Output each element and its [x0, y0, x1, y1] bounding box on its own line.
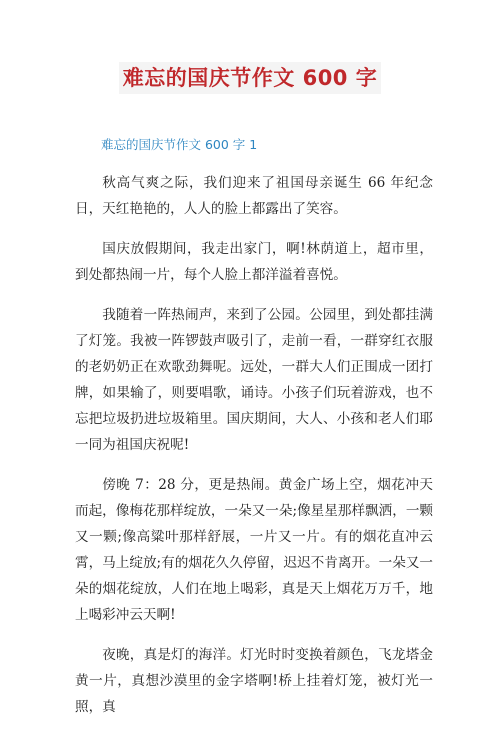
paragraph-2: 国庆放假期间，我走出家门，啊!林荫道上，超市里，到处都热闹一片，每个人脸上都洋溢着喜悦。 [75, 241, 433, 283]
document-title: 难忘的国庆节作文 600 字 [119, 62, 381, 94]
article-body [75, 170, 433, 734]
paragraph-4: 傍晚 7：28 分，更是热闹。黄金广场上空，烟花冲天而起，像梅花那样绽放，一朵又一朵;像星星那样飘洒，一颗又一颗;像高粱叶那样舒展，一片又一片。有的烟花直冲云霄，马上绽放;有的烟花久久停留，迟迟不肯离开。一朵又一朵的烟花绽放，人们在地上喝彩，真是天上烟花万万千，地上喝彩冲云天啊! [75, 477, 434, 623]
paragraph-1: 秋高气爽之际，我们迎来了祖国母亲诞生 66 年纪念日，天红艳艳的，人人的脸上都露出了笑容。 [75, 175, 433, 217]
paragraph-5: 夜晚，真是灯的海洋。灯光时时变换着颜色，飞龙塔金黄一片，真想沙漠里的金字塔啊!桥上挂着灯笼，被灯光一照，真 [75, 647, 433, 715]
section-heading: 难忘的国庆节作文 600 字 1 [101, 137, 258, 152]
paragraph-3: 我随着一阵热闹声，来到了公园。公园里，到处都挂满了灯笼。我被一阵锣鼓声吸引了，走前一看，一群穿红衣服的老奶奶正在欢歌劲舞呢。远处，一群大人们正围成一团打牌，如果输了，则要唱歌，诵诗。小孩子们玩着游戏，也不忘把垃圾扔进垃圾箱里。国庆期间，大人、小孩和老人们耶一同为祖国庆祝呢! [75, 307, 433, 453]
title-container [0, 62, 500, 94]
